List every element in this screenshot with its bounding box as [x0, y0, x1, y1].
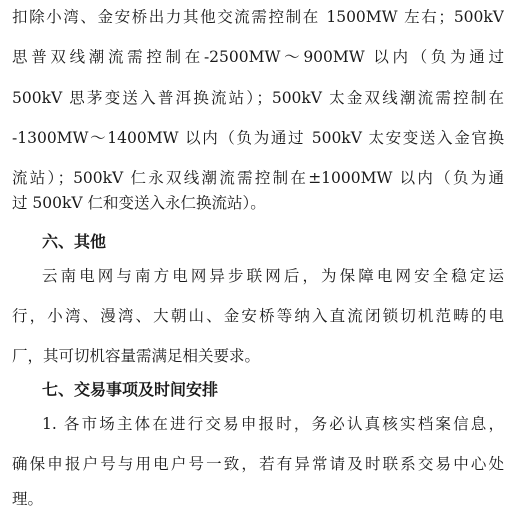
section-heading-7: 七、交易事项及时间安排	[42, 380, 219, 399]
paragraph-line: 1. 各市场主体在进行交易申报时，务必认真核实档案信息，	[42, 415, 504, 433]
paragraph-line: 确保申报户号与用电户号一致，若有异常请及时联系交易中心处	[12, 455, 504, 473]
paragraph-line: -1300MW～1400MW 以内（负为通过 500kV 太安变送入金官换	[12, 129, 504, 147]
paragraph-line: 过 500kV 仁和变送入永仁换流站）。	[12, 194, 266, 212]
paragraph-line: 理。	[12, 490, 44, 508]
paragraph-line: 厂，其可切机容量需满足相关要求。	[12, 347, 261, 365]
paragraph-line: 行，小湾、漫湾、大朝山、金安桥等纳入直流闭锁切机范畴的电	[12, 307, 504, 325]
paragraph-line: 流站）；500kV 仁永双线潮流需控制在±1000MW 以内（负为通	[12, 169, 504, 187]
paragraph-line: 扣除小湾、金安桥出力其他交流需控制在 1500MW 左右；500kV	[12, 8, 504, 26]
paragraph-line: 云南电网与南方电网异步联网后，为保障电网安全稳定运	[42, 267, 504, 285]
section-heading-6: 六、其他	[42, 232, 107, 251]
paragraph-line: 500kV 思茅变送入普洱换流站）；500kV 太金双线潮流需控制在	[12, 89, 504, 107]
paragraph-line: 思普双线潮流需控制在-2500MW～900MW 以内（负为通过	[12, 48, 504, 66]
